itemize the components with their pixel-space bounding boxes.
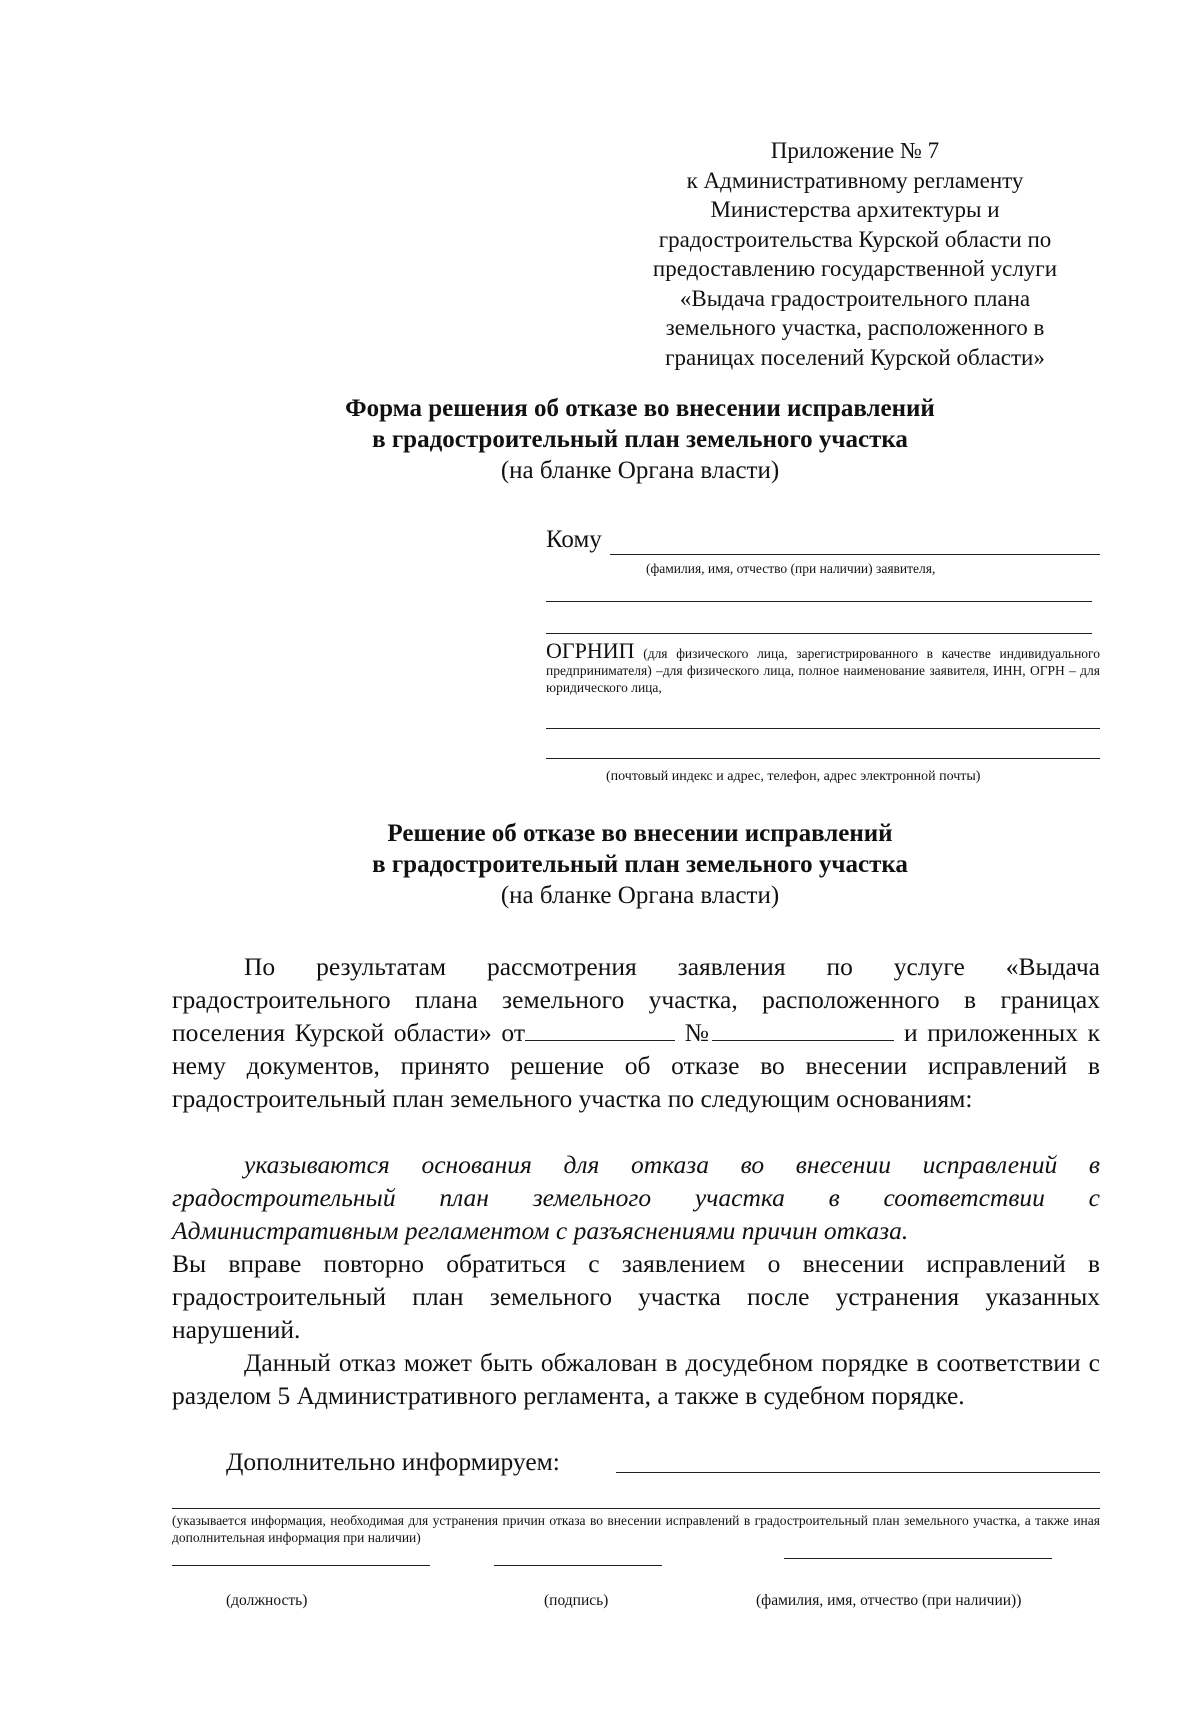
body-p1-part1: По результатам рассмотрения заявления по услуге «Выдача градостроительного плана земельного участка, расположенного в границах поселения Курской области» от (172, 952, 1100, 1047)
number-sign: № (684, 1018, 713, 1047)
form-title-subtitle: (на бланке Органа власти) (500, 457, 780, 484)
ogrnip-label: ОГРНИП (546, 638, 635, 663)
body-p4: Данный отказ может быть обжалован в досудебном порядке в соответствии с разделом 5 Административного регламента, а также в судебном порядке. (172, 1348, 1100, 1410)
additional-info-line[interactable] (616, 1472, 1100, 1473)
ogrnip-text (546, 638, 1101, 696)
recipient-name-line[interactable] (610, 554, 1100, 555)
appendix-line: Приложение № 7 (770, 138, 940, 163)
body-paragraph-2 (172, 1148, 1100, 1247)
form-title (180, 393, 1100, 486)
appendix-line: границах поселений Курской области» (665, 344, 1045, 370)
date-blank[interactable] (525, 1020, 675, 1041)
decision-title-line: в градостроительный план земельного участка (372, 851, 908, 878)
recipient-line-4[interactable] (546, 728, 1100, 729)
appendix-line: предоставлению государственной услуги (652, 256, 1058, 281)
decision-title-line: Решение об отказе во внесении исправлений (387, 820, 893, 847)
body-paragraph-4 (172, 1346, 1100, 1412)
body-p3: Вы вправе повторно обратиться с заявлением о внесении исправлений в градостроительный план земельного участка после устранения указанных нарушений. (172, 1249, 1100, 1344)
fio-caption: (фамилия, имя, отчество (при наличии) заявителя, (646, 561, 936, 576)
decision-title (180, 818, 1100, 911)
appendix-line: земельного участка, расположенного в (665, 315, 1045, 340)
additional-info-label: Дополнительно информируем: (226, 1447, 560, 1476)
signature-line[interactable] (494, 1565, 662, 1566)
body-p1-part2: и приложенных к нему документов, принято решение об отказе во внесении исправлений в градостроительный план земельного участка по следующим основаниям: (172, 1018, 1100, 1113)
appendix-line: к Административному регламенту (686, 167, 1024, 193)
body-paragraph-1 (172, 950, 1100, 1115)
recipient-line-3[interactable] (546, 633, 1092, 634)
address-caption: (почтовый индекс и адрес, телефон, адрес электронной почты) (606, 769, 981, 784)
appendix-line: градостроительства Курской области по (658, 226, 1052, 252)
name-label: (фамилия, имя, отчество (при наличии)) (756, 1592, 1022, 1609)
recipient-line-2[interactable] (546, 601, 1092, 602)
appendix-block (620, 136, 1090, 372)
ogrnip-caption: (для физического лица, зарегистрированного в качестве индивидуального предпринимателя) –для физического лица, полное наименование заявителя, ИНН, ОГРН – для юридического лица, (546, 646, 1101, 695)
position-line[interactable] (172, 1565, 430, 1566)
position-label: (должность) (226, 1592, 308, 1609)
number-blank[interactable] (712, 1020, 894, 1041)
signature-label: (подпись) (544, 1592, 609, 1609)
name-line[interactable] (784, 1558, 1052, 1559)
to-label: Кому (546, 526, 602, 553)
body-paragraph-3 (172, 1247, 1100, 1346)
appendix-line: Министерства архитектуры и (710, 197, 1000, 222)
form-title-line: в градостроительный план земельного участка (372, 426, 908, 453)
appendix-line: «Выдача градостроительного плана (679, 285, 1031, 311)
additional-info-line-2[interactable] (172, 1508, 1100, 1509)
form-title-line: Форма решения об отказе во внесении исправлений (345, 395, 935, 422)
body-p2: указываются основания для отказа во внесении исправлений в градостроительный план земельного участка в соответствии с Административным регламентом с разъяснениями причин отказа. (172, 1150, 1100, 1245)
recipient-line-5[interactable] (546, 758, 1100, 759)
decision-title-subtitle: (на бланке Органа власти) (500, 882, 780, 909)
info-caption: (указывается информация, необходимая для устранения причин отказа во внесении исправлений в градостроительный план земельного участка, а также иная дополнительная информация при наличии) (172, 1513, 1100, 1545)
